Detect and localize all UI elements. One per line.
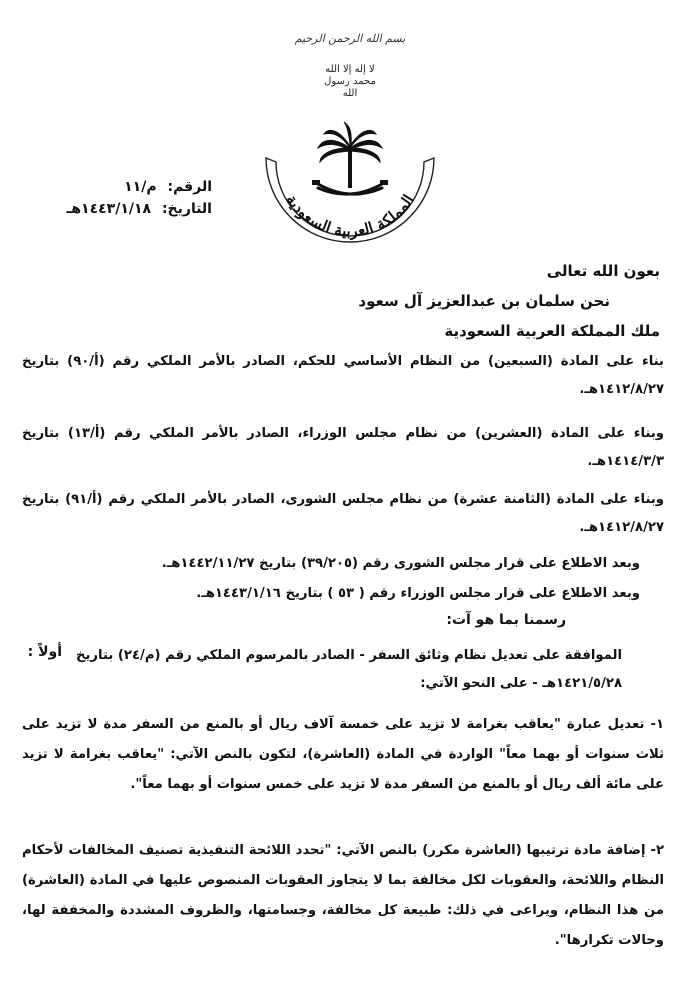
svg-text:المملكة العربية السعودية	[282, 191, 417, 240]
king-title-line: ملك المملكة العربية السعودية	[444, 322, 660, 340]
saudi-emblem-icon	[262, 118, 438, 250]
reference-number-value: م/١١	[124, 179, 157, 195]
shahada-calligraphy: لا إله إلا الله محمد رسول الله	[324, 64, 376, 99]
king-name-line: نحن سلمان بن عبدالعزيز آل سعود	[358, 292, 610, 310]
reference-date-label: التاريخ:	[161, 201, 212, 217]
preamble-paragraph: وبعد الاطلاع على قرار مجلس الوزراء رقم ( ٥٣ ) بتاريخ ١٤٤٣/١/١٦هـ.	[196, 586, 640, 601]
preamble-paragraph: وبعد الاطلاع على قرار مجلس الشورى رقم (٣٩/٢٠٥) بتاريخ ١٤٤٢/١١/٢٧هـ.	[161, 556, 640, 571]
reference-number-label: الرقم:	[167, 179, 212, 195]
article-first-text: الموافقة على تعديل نظام وثائق السفر - الصادر بالمرسوم الملكي رقم (م/٢٤) بتاريخ ١٤٢١/٥/٢٨هـ - على النحو الآتي:	[75, 648, 622, 691]
resolution-heading: رسمنا بما هو آت:	[446, 612, 566, 628]
reference-date-value: ١٤٤٣/١/١٨هـ	[66, 201, 152, 217]
preamble-paragraph: وبناء على المادة (الثامنة عشرة) من نظام مجلس الشورى، الصادر بالأمر الملكي رقم (أ/٩١) بتاريخ ١٤١٢/٨/٢٧هـ.	[22, 492, 664, 535]
preamble-paragraph: وبناء على المادة (العشرين) من نظام مجلس الوزراء، الصادر بالأمر الملكي رقم (أ/١٣) بتاريخ ١٤١٤/٣/٣هـ.	[22, 426, 664, 469]
reference-block	[67, 176, 212, 220]
reference-number-row	[67, 176, 212, 198]
article-first-number: أولاً :	[27, 644, 62, 660]
emblem-arc-text: المملكة العربية السعودية	[282, 191, 418, 241]
preamble-paragraph: بناء على المادة (السبعين) من النظام الأساسي للحكم، الصادر بالأمر الملكي رقم (أ/٩٠) بتاريخ ١٤١٢/٨/٢٧هـ.	[22, 354, 664, 397]
amendment-item: ٢- إضافة مادة ترتيبها (العاشرة مكرر) بالنص الآتي: "تحدد اللائحة التنفيذية تصنيف المخالفات لأحكام النظام واللائحة، والعقوبات لكل مخالفة بما لا يتجاوز العقوبات المنصوص عليها في المادة (العاشرة) من هذا النظام، ويراعى في ذلك: طبيعة كل مخالفة، وجسامتها، والظروف المشددة والمخففة لها، وحالات تكرارها".	[22, 843, 664, 948]
amendment-item: ١- تعديل عبارة "يعاقب بغرامة لا تزيد على خمسة آلاف ريال أو بالمنع من السفر مدة لا تزيد على ثلاث سنوات أو بهما معاً" الواردة في المادة (العاشرة)، لتكون بالنص الآتي: "يعاقب بغرامة لا تزيد على مائة ألف ريال أو بالمنع من السفر مدة لا تزيد على خمس سنوات أو بهما معاً".	[22, 717, 664, 792]
reference-date-row	[67, 198, 212, 220]
basmala-calligraphy: بسم الله الرحمن الرحيم	[294, 32, 406, 45]
invocation-line: بعون الله تعالى	[546, 262, 660, 280]
